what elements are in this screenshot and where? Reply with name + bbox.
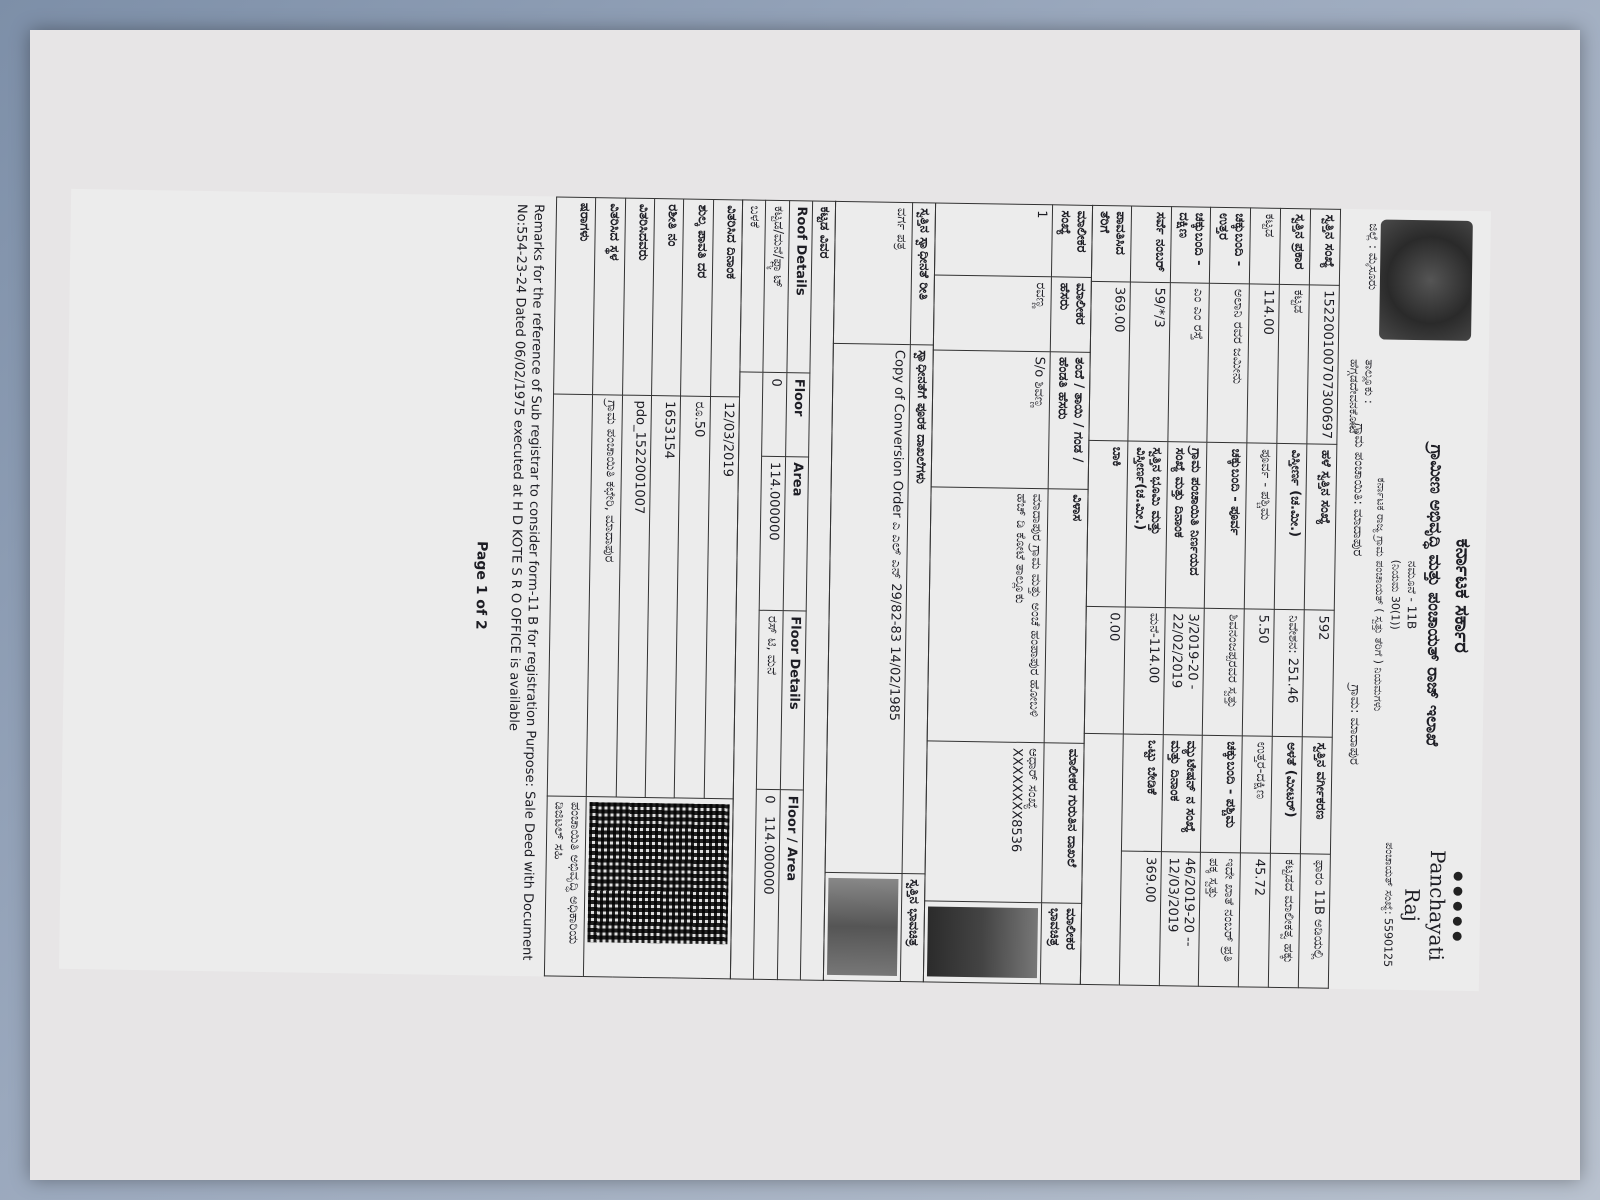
form-number: ನಮೂನೆ - 11B bbox=[1404, 560, 1420, 630]
remarks bbox=[456, 195, 556, 976]
area-header-2: Area bbox=[783, 847, 799, 882]
south-value: ಎಂ ಎಂ ರಸ್ತೆ bbox=[1168, 282, 1210, 442]
paid-label: ಪಾವತಿಸಿದ ತೆರಿಗೆ bbox=[1091, 205, 1132, 281]
floor2-value: 0 bbox=[761, 795, 777, 804]
floor-area-header: Floor / Area bbox=[777, 790, 803, 980]
building-area-value: 114.000000 bbox=[760, 456, 786, 610]
form-11b-document bbox=[59, 189, 1491, 991]
place-label: ವಿತರಿಸಿದ ಸ್ಥಳ bbox=[593, 198, 626, 395]
table-row bbox=[924, 203, 1053, 984]
east-label: ಚಕ್ಕುಬಂದಿ - ಪೂರ್ವ bbox=[1205, 443, 1247, 609]
survey-label: ಸರ್ವೆ ನಂಬರ್ bbox=[1131, 206, 1172, 282]
old-number-label: ಹಳೆ ಸ್ವತ್ತಿನ ಸಂಖ್ಯೆ bbox=[1304, 444, 1337, 610]
taluk-name: ಹೆಗ್ಗಡದೇವನಕೋಟೆ bbox=[1346, 358, 1362, 435]
comments-label: ಷರಾಗಳು bbox=[553, 197, 596, 394]
fee-value: ರೂ.50 bbox=[675, 396, 711, 799]
owners-header-cell: ವಿಳಾಸ bbox=[1045, 488, 1088, 743]
survey-value: 59/*/3 bbox=[1128, 282, 1170, 442]
site-value: 251.46 bbox=[1284, 657, 1300, 704]
site-label: ನಿವೇಶನ bbox=[1285, 615, 1301, 650]
ew-label: ಪೂರ್ವ - ಪಶ್ಚಿಮ bbox=[1244, 443, 1277, 609]
dims-label: ಅಳತೆ (ಮೀಟರ್) bbox=[1270, 736, 1302, 854]
roof-details-label: Roof Details bbox=[787, 201, 813, 374]
page-number: Page 1 of 2 bbox=[472, 540, 490, 630]
taluk-label: ತಾಲ್ಲೂಕು : bbox=[1361, 359, 1377, 404]
comments-value bbox=[547, 394, 593, 797]
building-title: ಕಟ್ಟಡ ವಿವರ bbox=[800, 201, 835, 980]
ew-value: 5.50 bbox=[1242, 609, 1274, 737]
rule-number: (ನಿಯಮ 30(1)) bbox=[1388, 559, 1403, 630]
acquisition-docs-title: ಸ್ವಾಧೀನತೆಗೆ ಪೂರಕ ದಾಖಲೆಗಳು bbox=[902, 345, 934, 874]
blank-cell bbox=[1080, 734, 1123, 985]
owner-photo bbox=[927, 906, 1038, 978]
demand-value: 369.00 bbox=[1120, 851, 1162, 985]
building-table bbox=[730, 199, 836, 980]
building-floor-value: 0 bbox=[762, 373, 787, 457]
property-photo-label: ಸ್ವತ್ತಿನ ಭಾವಚಿತ್ರ bbox=[901, 874, 926, 982]
property-photo-cell bbox=[824, 872, 903, 981]
owners-header-cell: ಮಾಲೀಕರ ಭಾವಚಿತ್ರ bbox=[1041, 902, 1082, 984]
ns-label: ಉತ್ತರ-ದಕ್ಷಿಣ bbox=[1240, 736, 1272, 854]
built-value: 114.00 bbox=[1247, 283, 1280, 443]
remarks-text: Remarks for the reference of Sub registrar to consider form-11 B for registration Purpose: Sale Deed with Document No:554-23-24 Dated 06/02/1975 executed at H D KOTE S R O OFFICE is available bbox=[506, 203, 546, 961]
qr-cell bbox=[584, 797, 734, 979]
date-label: ವಿತರಿಸಿದ ದಿನಾಂಕ bbox=[710, 199, 742, 396]
area-sqm-label: ವಿಸ್ತೀರ್ಣ (ಚ.ಮೀ.) bbox=[1274, 444, 1307, 610]
total-area: ನಿವೇಶನ: 251.46 bbox=[1272, 609, 1304, 737]
qr-code-icon bbox=[588, 802, 730, 944]
rule-description: ಕರ್ನಾಟಕ ರಾಜ್ಯ ಗ್ರಾಮ ಪಂಚಾಯತ್ ( ಸ್ವತ್ತು ತೆರಿಗೆ ) ನಿಯಮಗಳು bbox=[1371, 477, 1388, 712]
gp-label: ಗ್ರಾಮ ಪಂಚಾಯಿತಿ: ಮಾದಾಪುರ bbox=[1349, 423, 1367, 557]
owner-id-doc: ಆಧಾರ್ ಸಂಖ್ಯೆ XXXXXXXX8536 bbox=[925, 741, 1044, 902]
floor-details-header: Floor Details bbox=[780, 611, 806, 791]
issued-by-value: pdo_1522001007 bbox=[616, 395, 652, 798]
category-value: ಫಾರಂ 11B ಅಡಿಯಲ್ಲಿ bbox=[1298, 854, 1330, 988]
east-value: ಶಿವನಂಜಪ್ಪರವರ ಸ್ವತ್ತು bbox=[1203, 608, 1244, 736]
fee-label: ಶುಲ್ಕ ಪಾವತಿ ದರ bbox=[681, 199, 713, 396]
mutation-value: 46/2019-20 -- 12/03/2019 bbox=[1159, 852, 1201, 986]
west-value: ಇದೇ ಖಾತೆ ನಂಬರ್ ಪ್ರತಿ ಪಕ್ಕ ಸ್ವತ್ತು bbox=[1199, 852, 1241, 986]
south-label: ಚಕ್ಕುಬಂದಿ - ದಕ್ಷಿಣ bbox=[1170, 207, 1211, 283]
receipt-value: 1653154 bbox=[645, 395, 681, 798]
owners-header-cell: ಮಾಲೀಕರ ಸಂಖ್ಯೆ bbox=[1052, 205, 1093, 278]
owner-address: ಮಾದಾಪುರ ಗ್ರಾಮ ಮತ್ತು ಅಂಚೆ ಹಂಪಾಪುರ ಹೋಬಳಿ ಹೆಚ್ ಡಿ ಕೋಟೆ ತಾಲ್ಲೂಕು bbox=[928, 486, 1049, 742]
place-value: ಗ್ರಾಮ ಪಂಚಾಯಿತಿ ಕಛೇರಿ, ಮಾದಾಪುರ bbox=[586, 394, 622, 797]
resolution-value: 3/2019-20 - 22/02/2019 bbox=[1163, 608, 1204, 736]
owner-number: 1 bbox=[935, 203, 1053, 277]
signature-label: ಪಂಚಾಯಿತಿ ಅಭಿವೃದ್ಧಿ ಅಧಿಕಾರಿಯ ಡಿಜಿಟಲ್ ಸಹಿ bbox=[544, 796, 586, 977]
usage-label: ಬಳಕೆ bbox=[740, 200, 766, 373]
logo-wordmark: Panchayati Raj bbox=[1399, 849, 1450, 962]
balance-label: ಬಾಕಿ bbox=[1086, 441, 1128, 607]
property-photo bbox=[827, 878, 899, 976]
village-label: ಗ್ರಾಮ: ಮಾದಾಪುರ bbox=[1346, 684, 1363, 766]
owner-status: ಕಟ್ಟಡದ ಮಾಲೀಕತ್ವ ಹಕ್ಕು bbox=[1268, 853, 1300, 987]
area2-value: 114.000000 bbox=[759, 815, 777, 895]
floor-area-2 bbox=[754, 790, 780, 980]
paid-value: 369.00 bbox=[1089, 281, 1131, 441]
owner-relation: S/o ಶಿವಣ್ಣ bbox=[932, 350, 1051, 489]
state-emblem-icon bbox=[1379, 219, 1473, 340]
owners-header-cell: ಮಾಲೀಕರ ಗುರುತಿನ ದಾಖಲೆ bbox=[1042, 743, 1084, 903]
gp-number: ಪಂಚಾಯತ್ ಸಂಖ್ಯೆ: 5590125 bbox=[1381, 842, 1397, 968]
owner-photo-cell bbox=[924, 900, 1042, 983]
owners-header-cell: ಮಾಲೀಕರ ಹೆಸರು bbox=[1051, 277, 1092, 352]
taluk-block bbox=[1346, 359, 1377, 434]
category-label: ಸ್ವತ್ತಿನ ವರ್ಗೀಕರಣ bbox=[1300, 737, 1332, 855]
acquisition-label: ಸ್ವತ್ತಿನ ಸ್ವಾಧೀನತೆ ರೀತಿ bbox=[911, 203, 936, 345]
property-id-value: 152200100707300697 bbox=[1307, 284, 1340, 444]
panchayati-raj-logo bbox=[1380, 840, 1463, 971]
document-header bbox=[1329, 209, 1491, 991]
building-type-label: ಕಟ್ಟಡ/ಮನೆ/ಫ್ಲ್ಯಾಟ್ bbox=[763, 200, 789, 373]
govt-title: ಕರ್ನಾಟಕ ಸರ್ಕಾರ bbox=[1450, 538, 1476, 654]
logo-dots-icon bbox=[1452, 841, 1463, 971]
dept-title: ಗ್ರಾಮೀಣ ಅಭಿವೃದ್ಧಿ ಮತ್ತು ಪಂಚಾಯತ್ ರಾಜ್ ಇಲಾಖೆ bbox=[1421, 444, 1447, 747]
issued-by-label: ವಿತರಿಸಿದವರು bbox=[622, 198, 654, 395]
owners-table bbox=[923, 202, 1093, 984]
deed-value: Copy of Conversion Order ಎ ಎಲ್ ಎನ್ 29/82-83 14/02/1985 bbox=[825, 343, 910, 873]
date-value: 12/03/2019 bbox=[704, 396, 740, 799]
area-header: Area bbox=[783, 457, 809, 611]
land-label: ಸ್ವತ್ತಿನ ಭೂಮಿ ಮತ್ತು ವಿಸ್ತೀರ್ಣ(ಚ.ಮೀ.) bbox=[1126, 442, 1168, 608]
old-number-value: 592 bbox=[1302, 610, 1334, 738]
building-usage-value: ರಸ್ ಟಿ, ಮನೆ bbox=[757, 610, 783, 790]
photographed-paper bbox=[30, 30, 1580, 1180]
acquisition-table bbox=[823, 201, 936, 982]
deed-label: ವರ್ಗ ಪತ್ರ bbox=[834, 201, 913, 344]
property-details-table bbox=[1080, 205, 1341, 989]
district-label: ಜಿಲ್ಲೆ : ಮೈಸೂರು bbox=[1365, 223, 1381, 291]
property-id-label: ಸ್ವತ್ತಿನ ಸಂಖ್ಯೆ bbox=[1309, 209, 1340, 285]
balance-value: 0.00 bbox=[1084, 606, 1125, 734]
ns-value: 45.72 bbox=[1238, 853, 1270, 987]
north-value: ಅಲಾನಿ ರವರ ಜಮೀನು bbox=[1207, 283, 1249, 443]
floor-header: Floor bbox=[785, 373, 810, 457]
land-value: ಮನೆ-114.00 bbox=[1124, 607, 1165, 735]
mutation-label: ಮ್ಯುಟೇಷನ್ ನ ಸಂಖ್ಯೆ ಮತ್ತು ದಿನಾಂಕ bbox=[1161, 735, 1202, 853]
property-type-value: ಕಟ್ಟಡ bbox=[1277, 284, 1310, 444]
demand-label: ಒಟ್ಟು ಬೇಡಿಕೆ bbox=[1122, 734, 1163, 852]
floor-header-2: Floor bbox=[784, 795, 800, 834]
property-type-label: ಸ್ವತ್ತಿನ ಪ್ರಕಾರ bbox=[1279, 208, 1310, 284]
receipt-label: ರಶೀತಿ ನಂ bbox=[652, 199, 684, 396]
resolution-label: ಗ್ರಾಮ ಪಂಚಾಯಿತಿ ನಿರ್ಣಯದ ಸಂಖ್ಯೆ ಮತ್ತು ದಿನಾಂಕ bbox=[1165, 442, 1207, 608]
built-label: ಕಟ್ಟಡ bbox=[1249, 208, 1280, 284]
issue-meta-table bbox=[544, 197, 744, 980]
owners-header-cell: ತಂದೆ / ತಾಯಿ / ಗಂಡ / ಹೆಂಡತಿ ಹೆಸರು bbox=[1049, 351, 1091, 489]
owner-name: ರವಣ್ಣ bbox=[934, 275, 1052, 351]
north-label: ಚಕ್ಕುಬಂದಿ - ಉತ್ತರ bbox=[1210, 207, 1251, 283]
west-label: ಚಕ್ಕುಬಂದಿ - ಪಶ್ಚಿಮ bbox=[1201, 735, 1242, 853]
